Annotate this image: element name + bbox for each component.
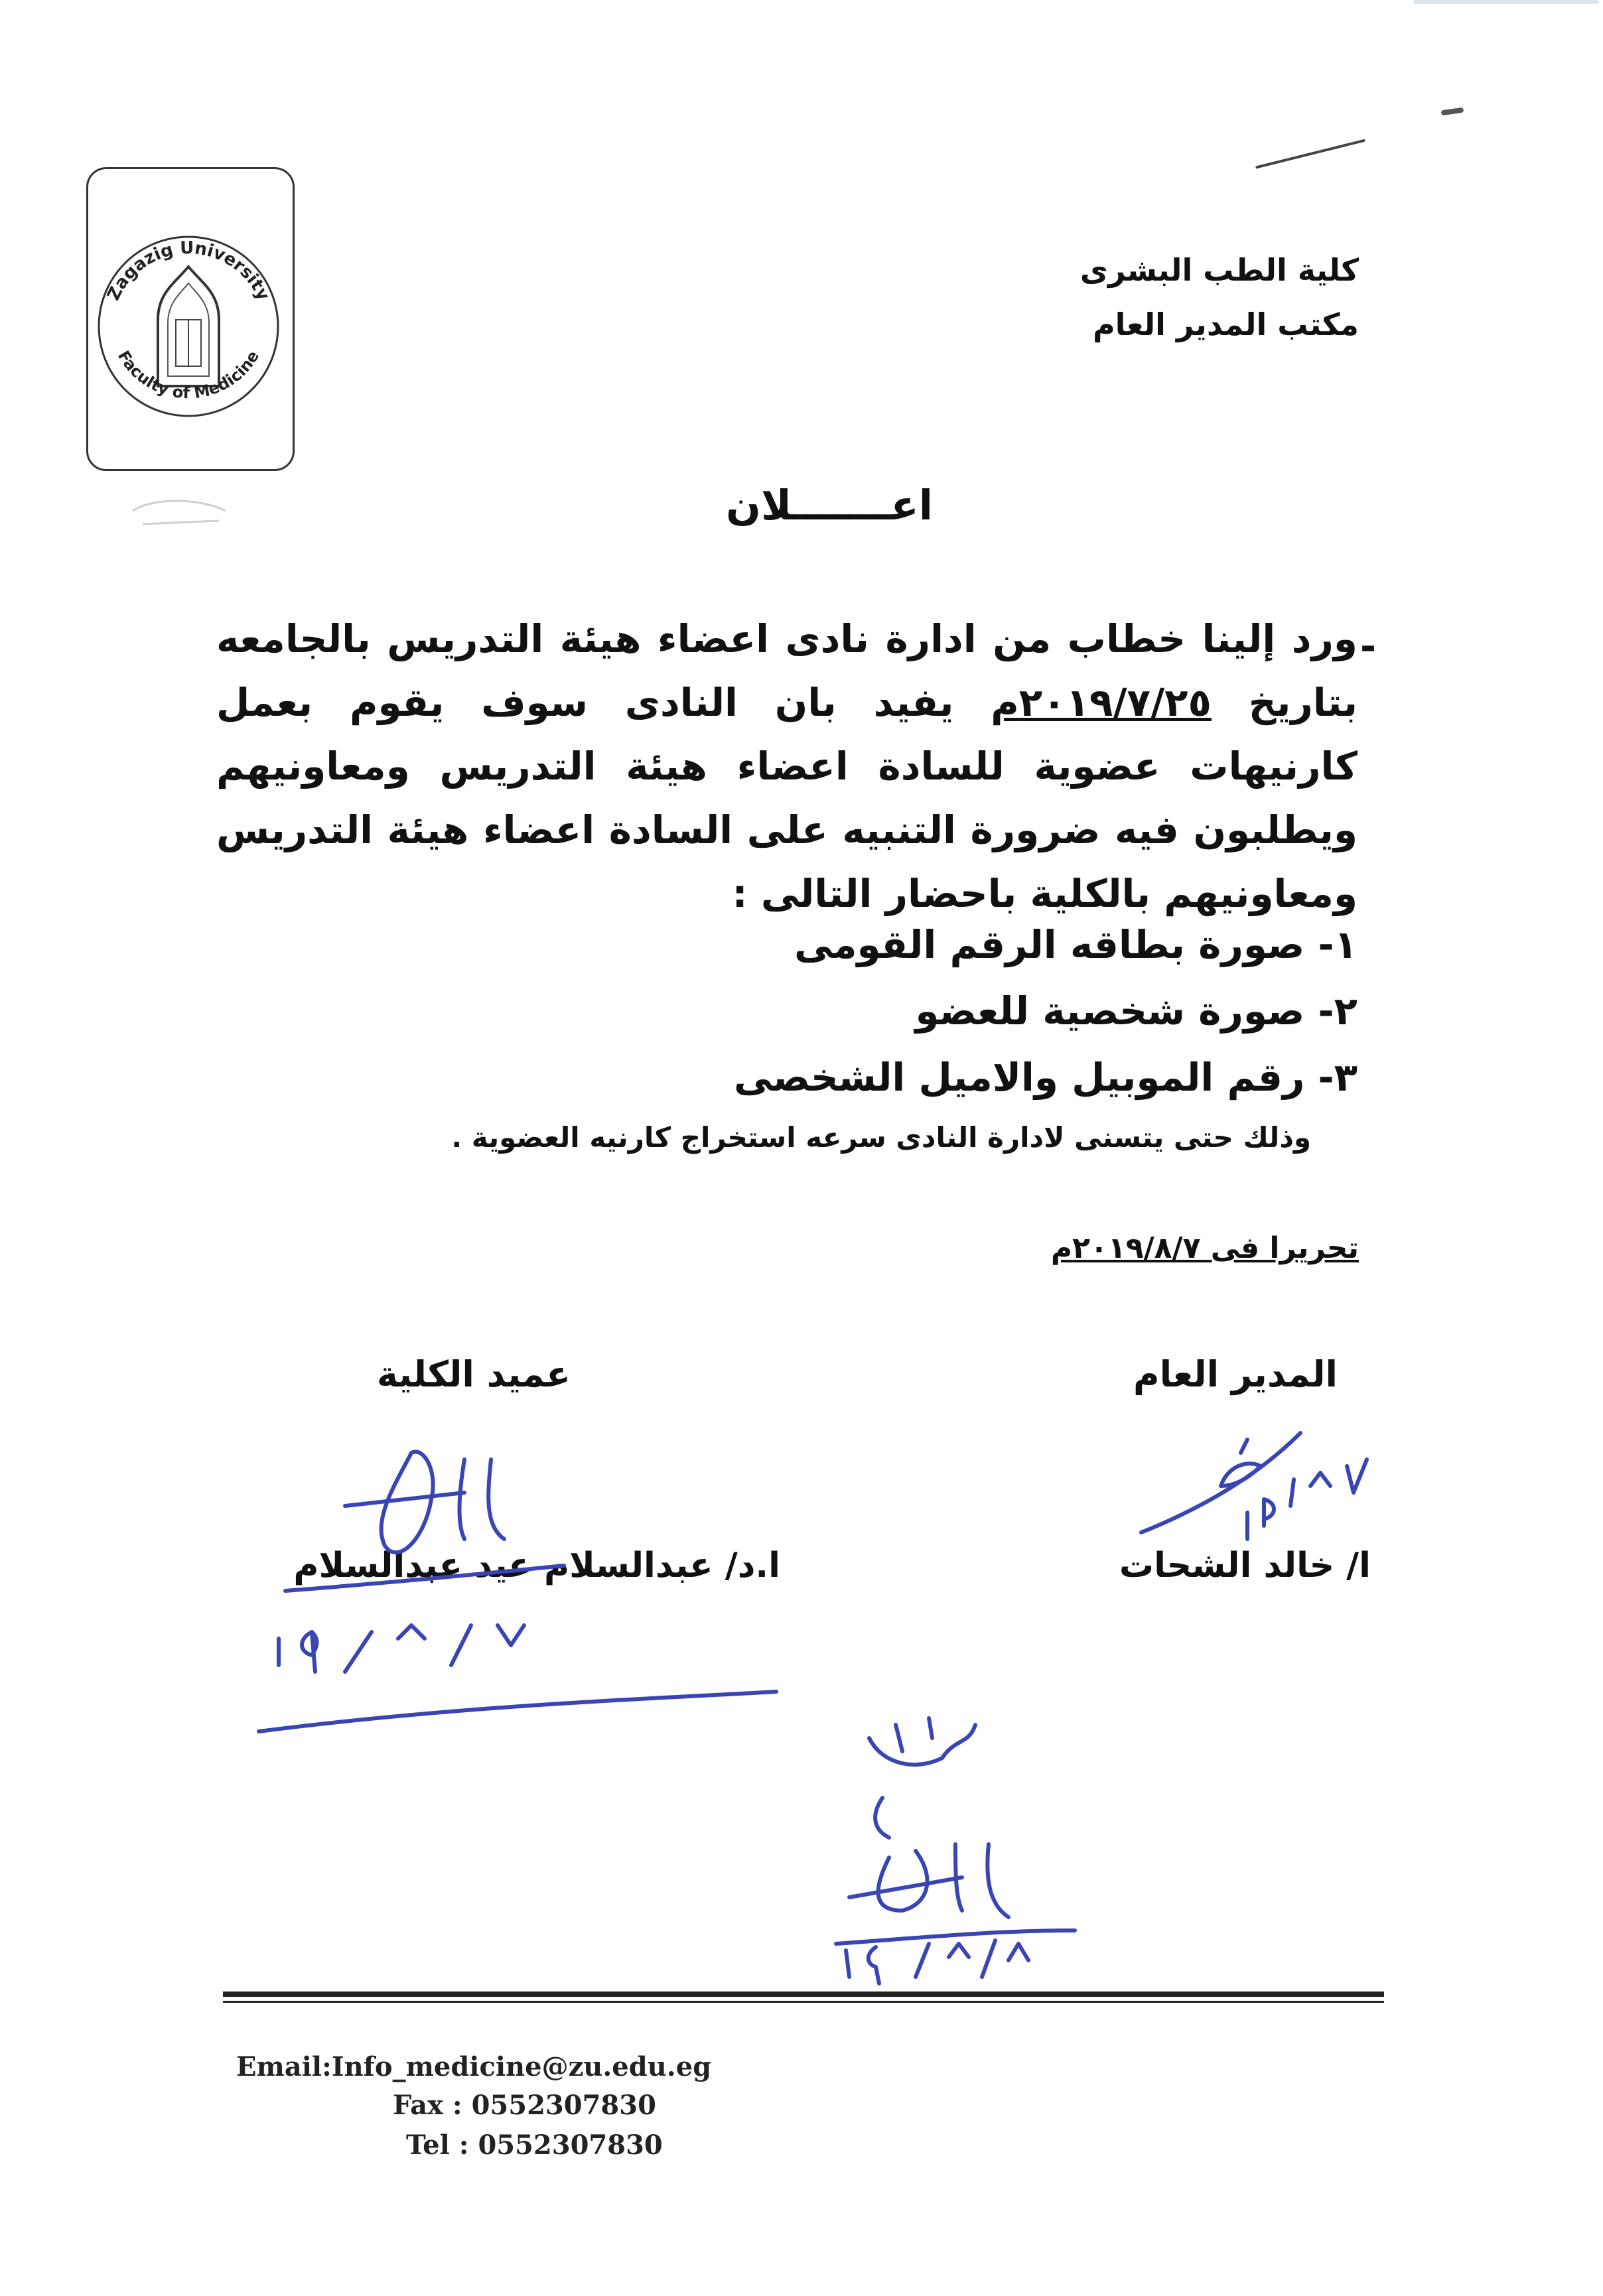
issue-date xyxy=(762,1231,1359,1265)
faint-stamp xyxy=(133,501,226,524)
requirement-item: ١- صورة بطاقه الرقم القومى xyxy=(794,922,1358,967)
bullet-dash: - xyxy=(1360,624,1377,669)
faculty-logo xyxy=(86,167,291,467)
contact-email: Email:Info_medicine@zu.edu.eg xyxy=(236,2051,712,2082)
director-title: المدير العام xyxy=(1133,1353,1338,1395)
requirement-item: ٣- رقم الموبيل والاميل الشخصى xyxy=(733,1055,1358,1100)
announcement-body xyxy=(216,607,1358,925)
logo-text-top: Zagazig University xyxy=(104,237,273,304)
faculty-name: كلية الطب البشرى xyxy=(1080,252,1359,288)
svg-text:Zagazig University xyxy=(104,238,273,304)
dean-name: ا.د/ عبدالسلام عيد عبدالسلام xyxy=(293,1546,780,1586)
body-line xyxy=(216,671,1358,734)
letter-date: ٢٠١٩/٧/٢٥م xyxy=(991,680,1212,725)
body-line: ومعاونيهم بالكلية باحضار التالى : xyxy=(732,871,1358,916)
scan-edge-mark xyxy=(1413,0,1599,4)
closing-note: وذلك حتى يتسنى لادارة النادى سرعه استخراج كارنيه العضوية . xyxy=(451,1121,1311,1154)
body-line: كارنيهات عضوية للسادة اعضاء هيئة التدريس ومعاونيهم xyxy=(216,744,1358,789)
director-name: ا/ خالد الشحات xyxy=(1119,1546,1371,1586)
announcement-title: اعـــــــلان xyxy=(726,481,933,529)
contact-tel: Tel : 0552307830 xyxy=(406,2129,663,2161)
body-line-suffix: يفيد بان النادى سوف يقوم بعمل xyxy=(216,680,954,725)
dean-signature-date xyxy=(259,1625,776,1731)
logo-text-bottom: Faculty of Medicine xyxy=(113,347,263,403)
director-signature xyxy=(1141,1433,1367,1539)
dean-title: عميد الكلية xyxy=(376,1353,571,1395)
body-line: ويطلبون فيه ضرورة التنبيه على السادة اعضاء هيئة التدريس xyxy=(216,807,1358,852)
stray-mark xyxy=(1441,107,1464,116)
issue-date-text: تحريرا فى ٢٠١٩/٨/٧م xyxy=(1050,1231,1359,1265)
contact-fax: Fax : 0552307830 xyxy=(393,2090,656,2121)
requirement-item: ٢- صورة شخصية للعضو xyxy=(915,988,1358,1034)
body-line: ورد إلينا خطاب من ادارة نادى اعضاء هيئة التدريس بالجامعه xyxy=(216,616,1358,661)
body-line-prefix: بتاريخ xyxy=(1248,680,1358,725)
footer-rule-thin xyxy=(223,2001,1384,2003)
office-name: مكتب المدير العام xyxy=(1092,306,1359,342)
approval-signature xyxy=(836,1718,1075,1984)
stray-line-mark xyxy=(1255,139,1365,169)
footer-rule-thick xyxy=(223,1992,1384,1997)
